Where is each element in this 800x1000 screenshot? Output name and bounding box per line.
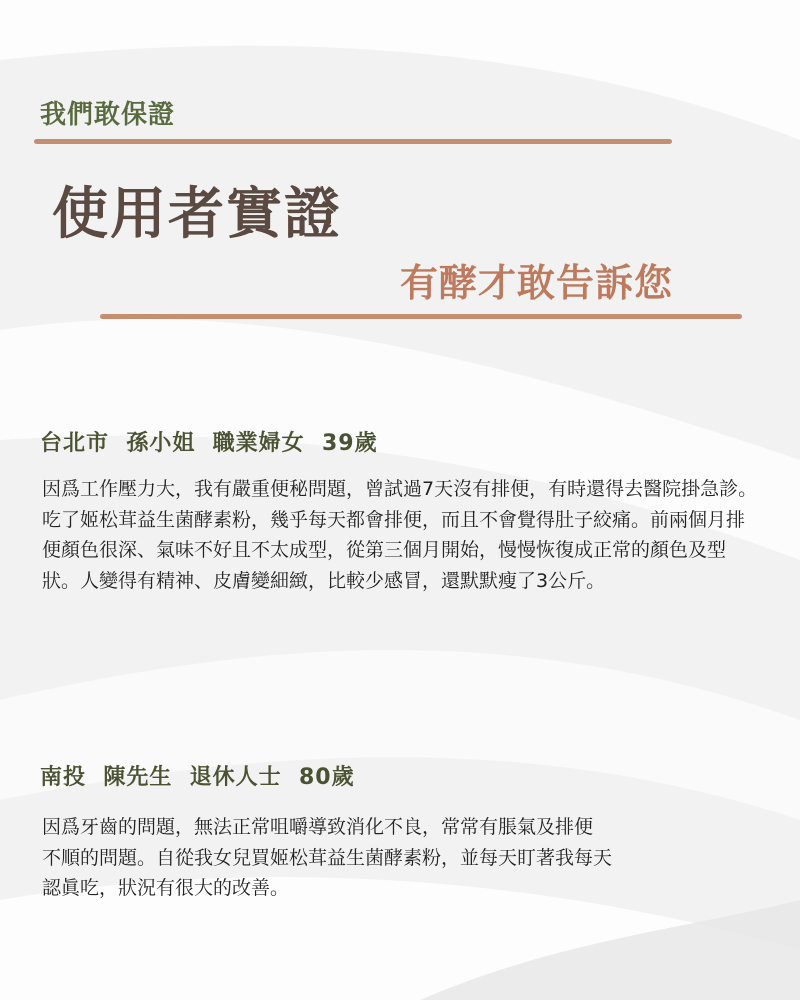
testimonial-line: 不順的問題。自從我女兒買姬松茸益生菌酵素粉，並每天盯著我每天 bbox=[42, 846, 613, 869]
testimonial-line: 認眞吃，狀況有很大的改善。 bbox=[42, 877, 290, 899]
testimonial-body: 因爲工作壓力大，我有嚴重便秘問題，曾試過7天沒有排便，有時還得去醫院掛急診。吃了姬松茸益生菌酵素粉，幾乎每天都會排便，而且不會覺得肚子絞痛。前兩個月排便顏色很深、氣味不好且不太成型，從第三個月開始，慢慢恢復成正常的顏色及型狀。人變得有精神、皮膚變細緻，比較少感冒，還默默瘦了3公斤。 bbox=[42, 478, 758, 592]
header-divider bbox=[34, 139, 672, 144]
testimonial-line: 因爲牙齒的問題，無法正常咀嚼導致消化不良，常常有脹氣及排便 bbox=[42, 816, 594, 838]
page-subtitle: 有酵才敢告訴您 bbox=[400, 261, 674, 305]
page-title: 使用者實證 bbox=[52, 182, 342, 247]
testimonial-heading: 台北市 孫小姐 職業婦女 39歲 bbox=[40, 431, 378, 456]
testimonial-body bbox=[42, 812, 722, 904]
tagline: 我們敢保證 bbox=[40, 100, 176, 130]
testimonial-heading: 南投 陳先生 退休人士 80歲 bbox=[40, 765, 355, 790]
subtitle-divider bbox=[100, 314, 742, 319]
